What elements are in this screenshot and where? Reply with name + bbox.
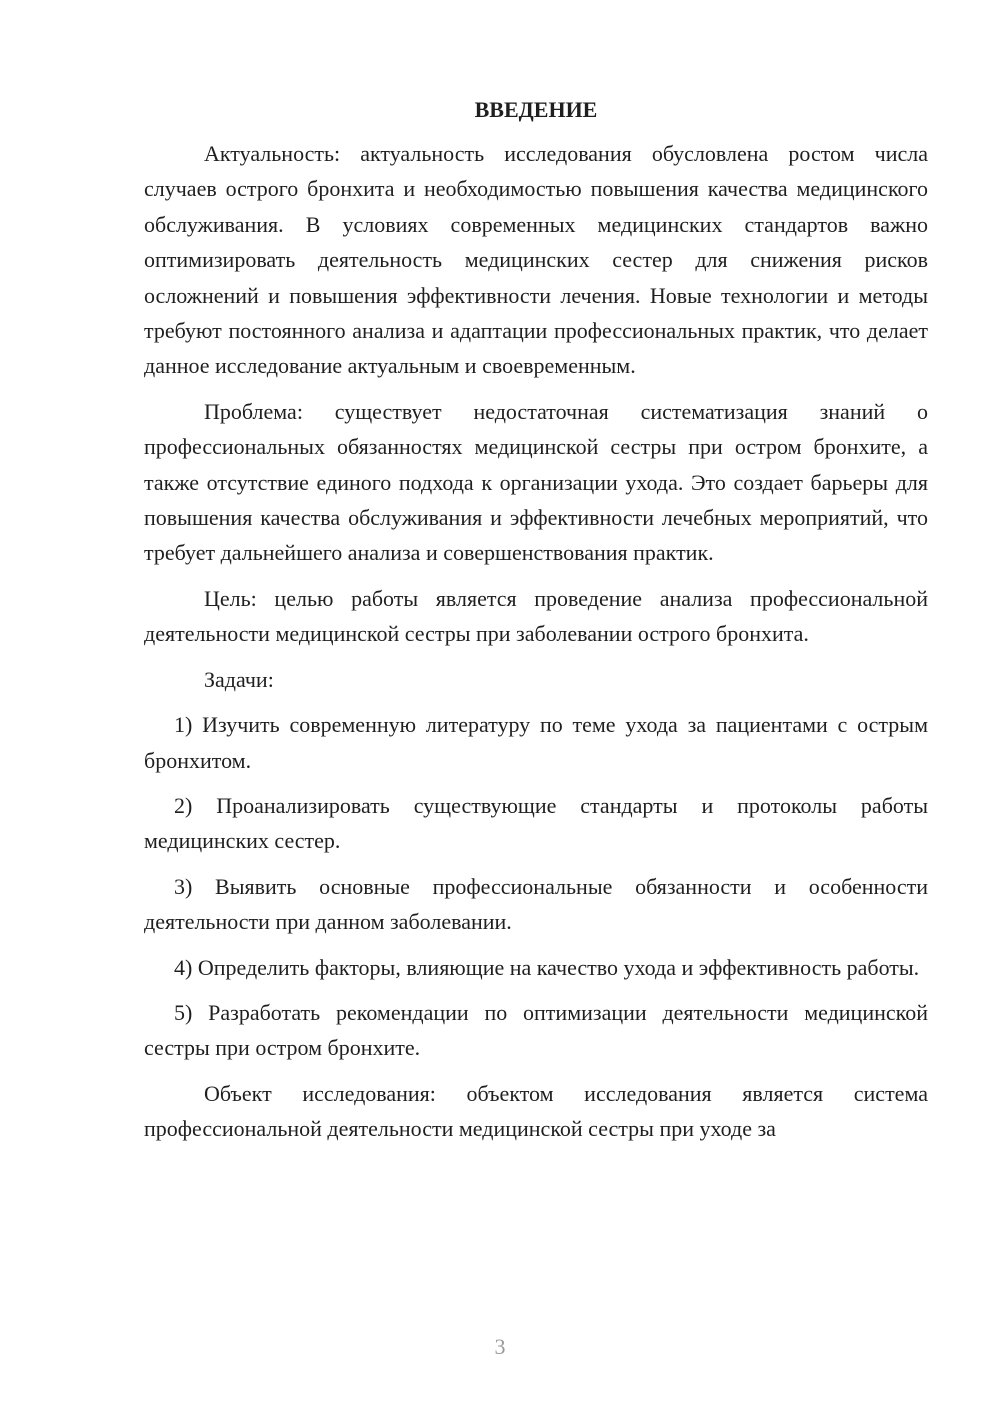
section-title: ВВЕДЕНИЕ — [474, 97, 598, 122]
problem-paragraph: Проблема: существует недостаточная систематизация знаний о профессиональных обязанностях медицинской сестры при остром бронхите, а также отсутствие единого подхода к организации ухода. Это создает барьеры для повышения качества обслуживания и эффективности лечебных мероприятий, что требует дальнейшего анализа и совершенствования практик. — [144, 398, 928, 566]
task-item-4: 4) Определить факторы, влияющие на качество ухода и эффективность работы. — [174, 954, 920, 980]
tasks-heading: Задачи: — [204, 666, 274, 692]
task-item-2: 2) Проанализировать существующие стандарты и протоколы работы медицинских сестер. — [144, 792, 928, 854]
relevance-paragraph: Актуальность: актуальность исследования обусловлена ростом числа случаев острого бронхита и необходимостью повышения качества медицинского обслуживания. В условиях современных медицинских стандартов важно оптимизировать деятельность медицинских сестер для снижения рисков осложнений и повышения эффективности лечения. Новые технологии и методы требуют постоянного анализа и адаптации профессиональных практик, что делает данное исследование актуальным и своевременным. — [144, 141, 928, 379]
object-paragraph: Объект исследования: объектом исследования является система профессиональной деятельности медицинской сестры при уходе за — [144, 1080, 928, 1142]
page-number: 3 — [494, 1334, 506, 1359]
task-item-1: 1) Изучить современную литературу по теме ухода за пациентами с острым бронхитом. — [144, 712, 928, 773]
task-item-5: 5) Разработать рекомендации по оптимизации деятельности медицинской сестры при остром бронхите. — [144, 999, 928, 1061]
document-page — [144, 92, 928, 1157]
task-item-3: 3) Выявить основные профессиональные обязанности и особенности деятельности при данном заболевании. — [144, 873, 928, 935]
goal-paragraph: Цель: целью работы является проведение анализа профессиональной деятельности медицинской сестры при заболевании острого бронхита. — [144, 585, 928, 647]
